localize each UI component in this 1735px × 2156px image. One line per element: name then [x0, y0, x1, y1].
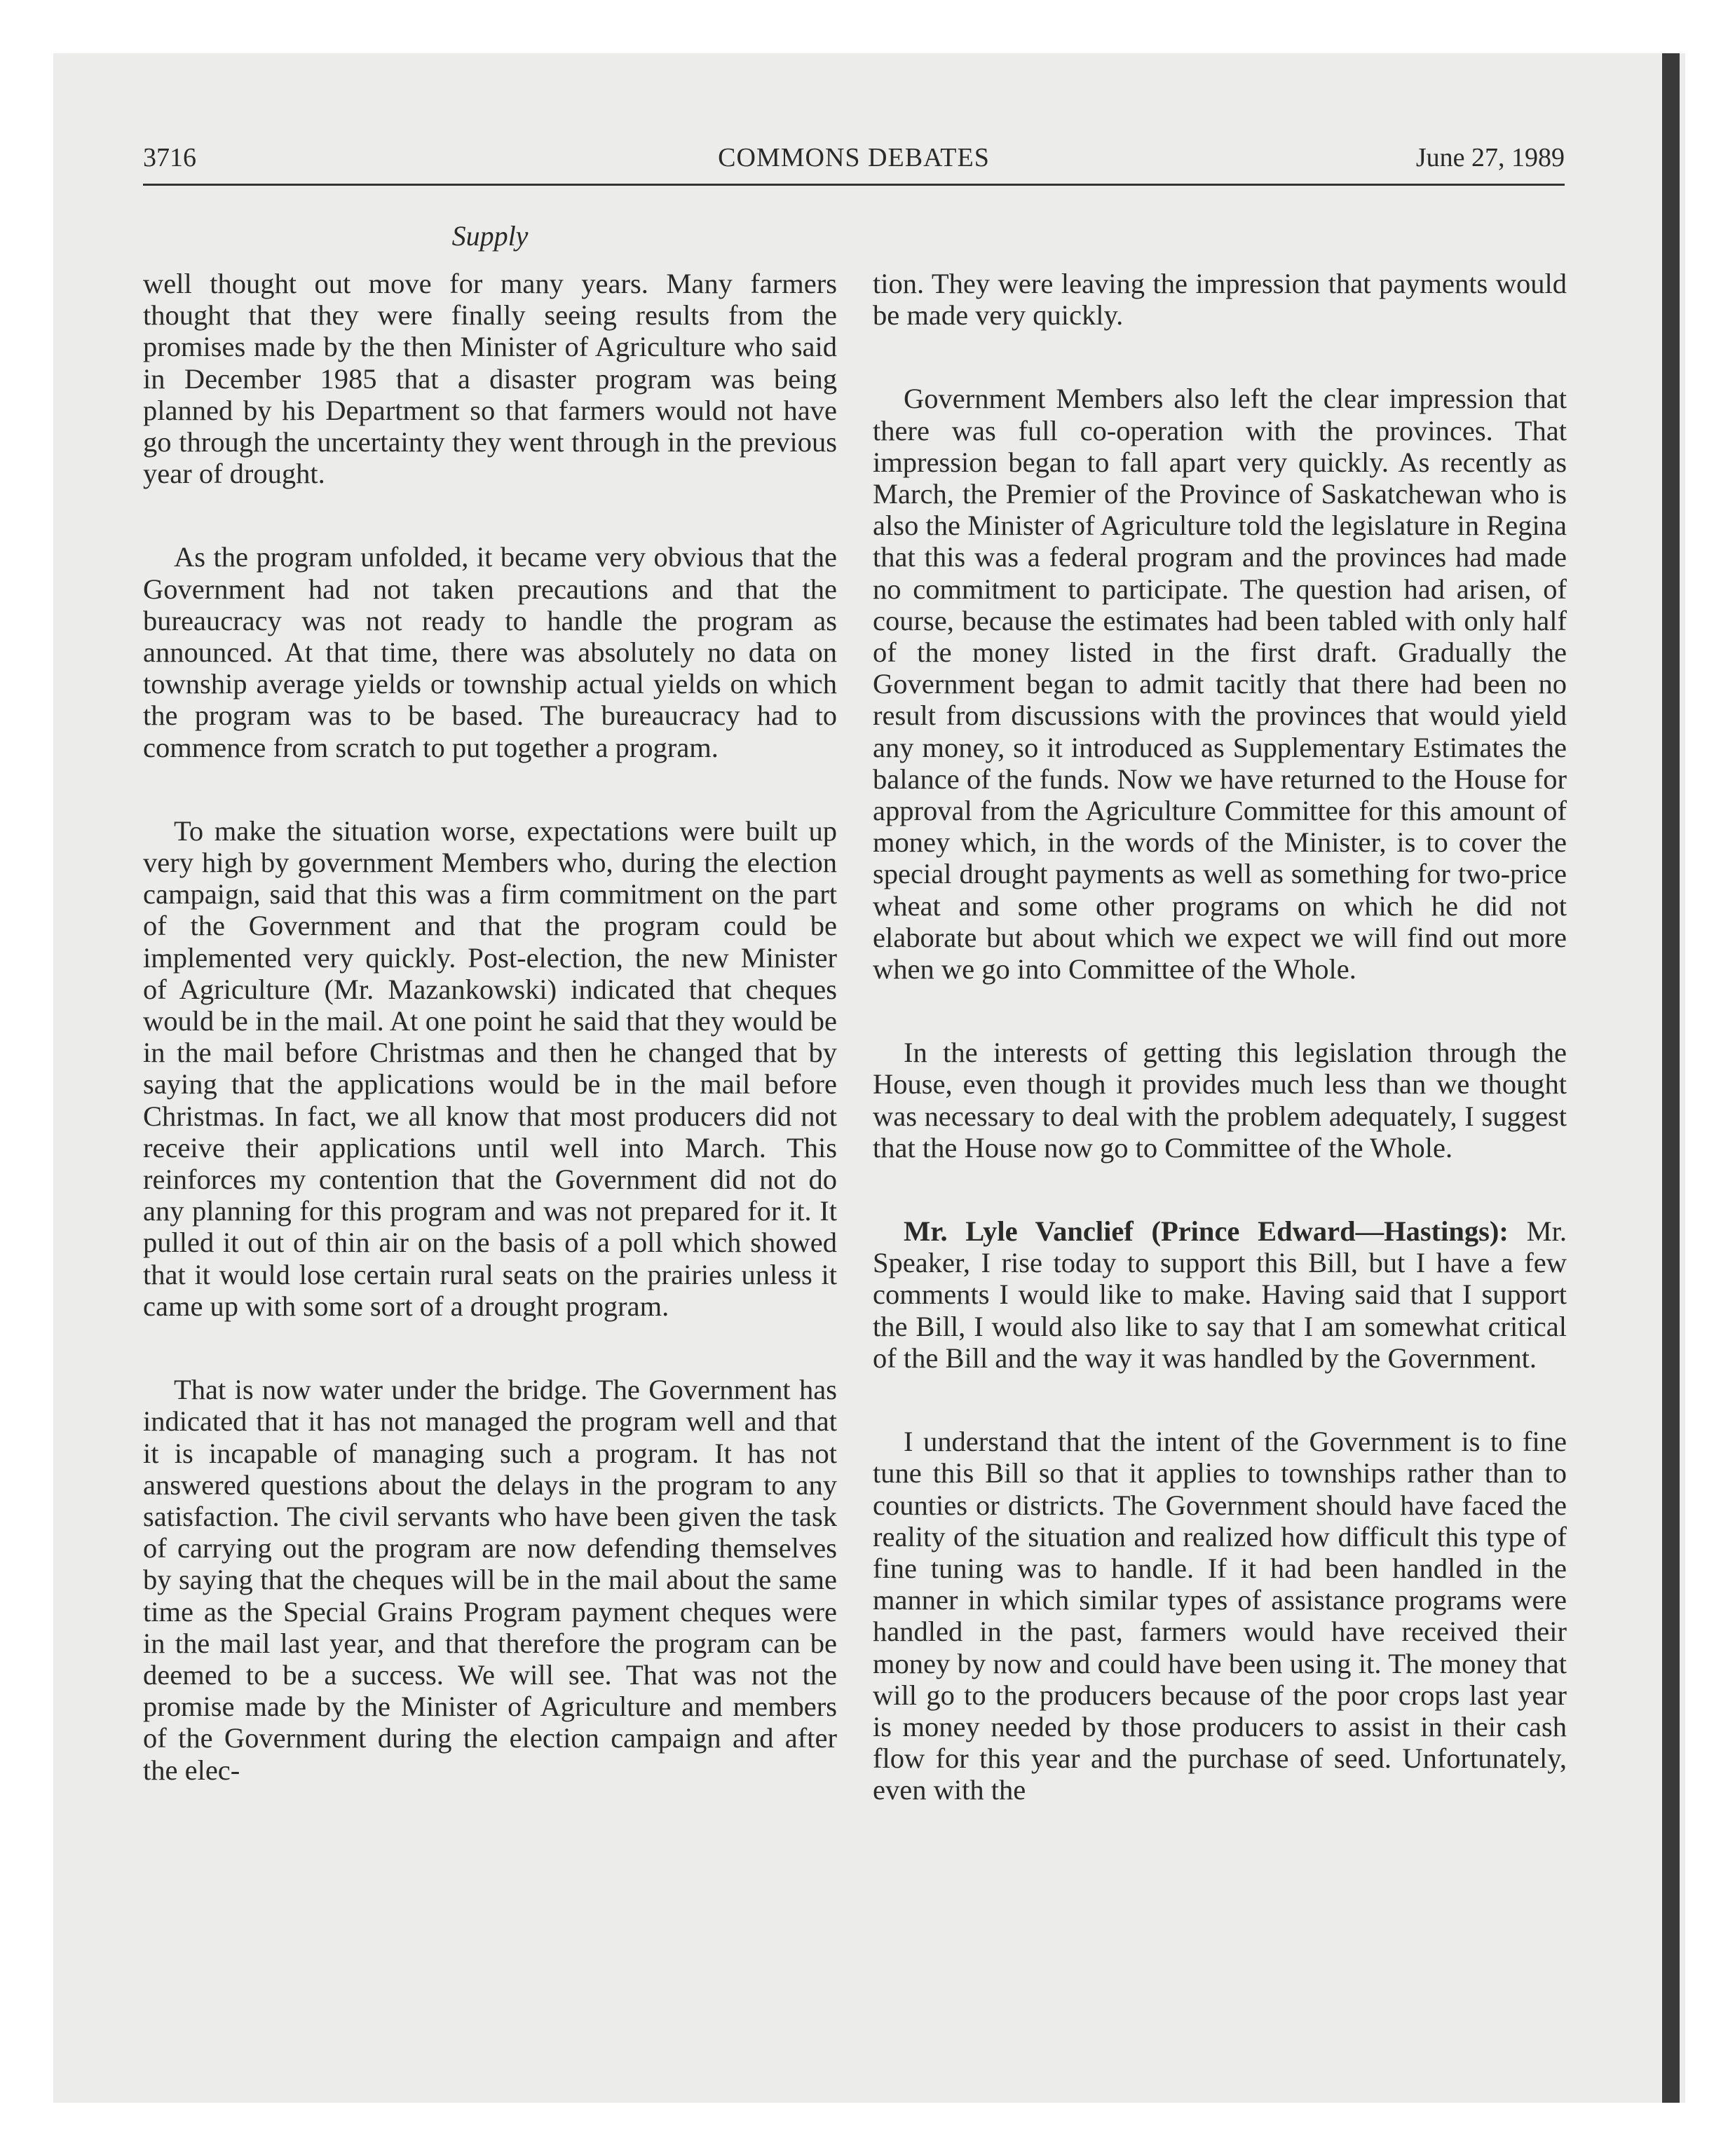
paragraph: well thought out move for many years. Many farmers thought that they were finally seeing results from the promises made by the then Minister of Agriculture who said in December 1985 that a disaster program was being planned by his Department so that farmers would not have go through the uncertainty they went through in the previous year of drought.: [143, 268, 837, 490]
speech-text: Mr. Speaker, I rise today to support this Bill, but I have a few comments I would like to make. Having said that I support the Bill, I would also like to say that I am somewhat critical of the Bill and the way it was handled by the Government.: [873, 1215, 1567, 1374]
paragraph: To make the situation worse, expectations were built up very high by government Members who, during the election campaign, said that this was a firm commitment on the part of the Government and that the program could be implemented very quickly. Post-election, the new Minister of Agriculture (Mr. Mazankowski) indicated that cheques would be in the mail. At one point he said that they would be in the mail before Christmas and then he changed that by saying that the applications would be in the mail before Christmas. In fact, we all know that most producers did not receive their applications until well into March. This reinforces my contention that the Government did not do any planning for this program and was not prepared for it. It pulled it out of thin air on the basis of a poll which showed that it would lose certain rural seats on the prairies unless it came up with some sort of a drought program.: [143, 814, 837, 1322]
scan-edge-bar: [1662, 53, 1680, 2103]
paragraph: tion. They were leaving the impression that payments would be made very quickly.: [873, 268, 1567, 332]
publication-date: June 27, 1989: [1415, 143, 1565, 172]
page-header: [143, 140, 1565, 182]
speech-paragraph: [873, 1215, 1567, 1374]
header-rule: [143, 184, 1565, 186]
page-number: 3716: [143, 143, 196, 172]
right-column: [873, 268, 1567, 1858]
paragraph: Government Members also left the clear impression that there was full co-operation with the provinces. That impression began to fall apart very quickly. As recently as March, the Premier of the Province of Saskatchewan who is also the Minister of Agriculture told the legislature in Regina that this was a federal program and the provinces had made no commitment to participate. The question had arisen, of course, because the estimates had been tabled with only half of the money listed in the first draft. Gradually the Government began to admit tacitly that there had been no result from discussions with the provinces that would yield any money, so it introduced as Supplementary Estimates the balance of the funds. Now we have returned to the House for approval from the Agriculture Committee for this amount of money which, in the words of the Minister, is to cover the special drought payments as well as something for two-price wheat and some other programs on which he did not elaborate but about which we expect we will find out more when we go into Committee of the Whole.: [873, 383, 1567, 985]
speaker-name: Mr. Lyle Vanclief (Prince Edward—Hastings):: [904, 1215, 1509, 1248]
paragraph: As the program unfolded, it became very obvious that the Government had not taken precautions and that the bureaucracy was not ready to handle the program as announced. At that time, there was absolutely no data on township average yields or township actual yields on which the program was to be based. The bureaucracy had to commence from scratch to put together a program.: [143, 541, 837, 763]
paragraph: I understand that the intent of the Government is to fine tune this Bill so that it applies to townships rather than to counties or districts. The Government should have faced the reality of the situation and realized how difficult this type of fine tuning was to handle. If it had been handled in the manner in which similar types of assistance programs were handled in the past, farmers would have received their money by now and could have been using it. The money that will go to the producers because of the poor crops last year is money needed by those producers to assist in their cash flow for this year and the purchase of seed. Unfortunately, even with the: [873, 1426, 1567, 1806]
paragraph: In the interests of getting this legislation through the House, even though it provides much less than we thought was necessary to deal with the problem adequately, I suggest that the House now go to Committee of the Whole.: [873, 1037, 1567, 1164]
section-heading: Supply: [451, 220, 529, 252]
publication-title: COMMONS DEBATES: [718, 143, 990, 172]
paragraph: That is now water under the bridge. The Government has indicated that it has not managed the program well and that it is incapable of managing such a program. It has not answered questions about the delays in the program to any satisfaction. The civil servants who have been given the task of carrying out the program are now defending themselves by saying that the cheques will be in the mail about the same time as the Special Grains Program payment cheques were in the mail last year, and that therefore the program can be deemed to be a success. We will see. That was not the promise made by the Minister of Agriculture and members of the Government during the election campaign and after the elec-: [143, 1374, 837, 1786]
left-column: [143, 268, 837, 1838]
